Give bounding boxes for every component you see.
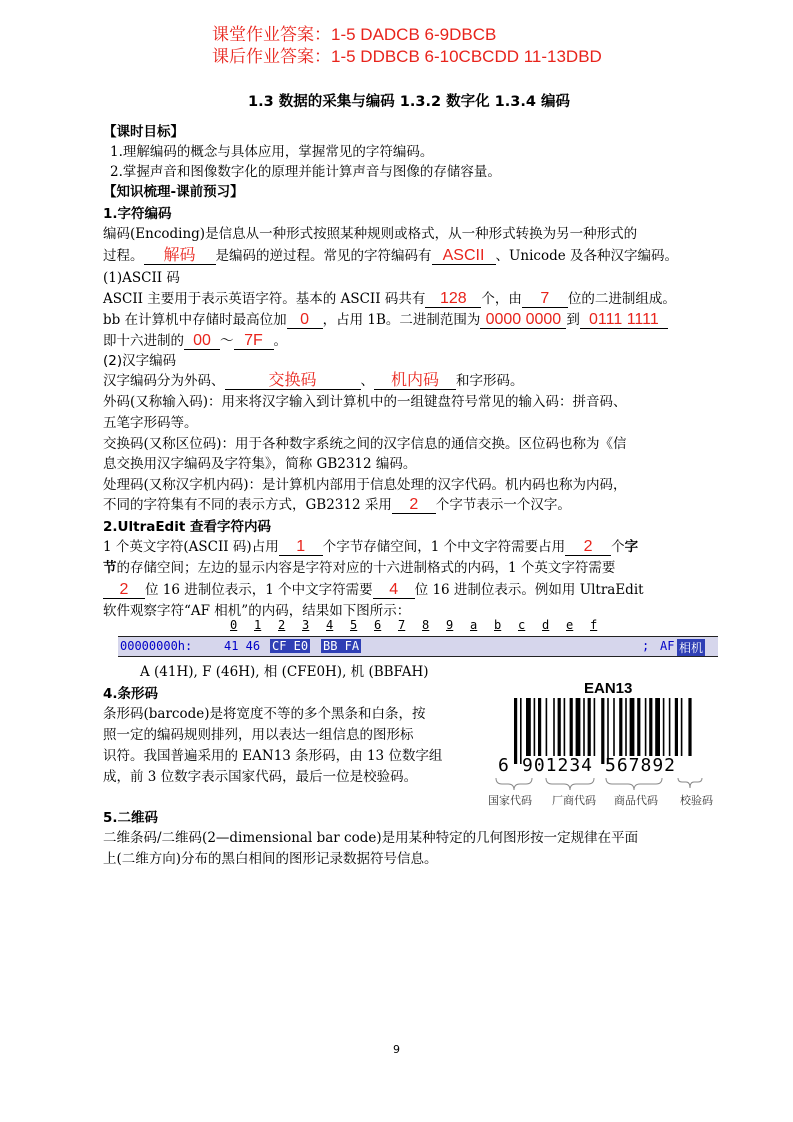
barcode-bar [688,698,691,756]
barcode-bar [538,698,541,756]
goal-item: 2.掌握声音和图像数字化的原理并能计算声音与图像的存储容量。 [110,164,501,180]
text-fragment: 字 [624,539,639,555]
answer-blank: 00 [184,333,220,350]
answer-blank: 1 [279,539,323,556]
answer-blank: ASCII [432,248,496,265]
section-heading: 1.字符编码 [103,206,172,222]
barcode-bar [663,698,665,756]
text-line: 条形码(barcode)是将宽度不等的多个黑条和白条，按 [103,706,426,722]
text-fragment: 、Unicode 及各种汉字编码。 [495,248,679,264]
hex-column-label: e [566,618,574,632]
text-fragment: 个字节表示一个汉字。 [435,497,571,513]
hex-column-label: b [494,618,502,632]
hex-column-label: 0 [230,618,238,632]
hex-column-label: 9 [446,618,454,632]
answer-blank: 2 [565,539,611,556]
hex-bytes-highlighted: BB FA [323,639,360,653]
hex-text: AF [660,639,675,653]
text-fragment: 节 [103,560,117,576]
text-fragment: ～ [220,333,234,349]
text-fragment: 个字节存储空间，1 个中文字符需要占用 [322,539,566,555]
text-line [103,493,571,514]
text-fragment: 汉字编码分为外码、 [103,373,225,389]
text-fragment: ASCII 主要用于表示英语字符。基本的 ASCII 码共有 [103,291,426,307]
text-fragment: 1 个英文字符(ASCII 码)占用 [103,539,279,555]
text-fragment: 位 16 进制位表示。例如用 UltraEdit [414,582,644,598]
barcode-bar [619,698,622,756]
barcode-label-check: 校验码 [680,794,713,807]
barcode-bar [637,698,640,756]
barcode-label-country: 国家代码 [488,794,532,807]
hex-bytes: 41 46 [224,639,261,653]
barcode-bar [655,698,660,756]
hex-column-label: 3 [302,618,310,632]
text-line [103,308,668,329]
text-fragment: 到 [566,312,580,328]
text-line: 息交换用汉字编码及字符集》，简称 GB2312 编码。 [103,456,417,472]
text-line: 软件观察字符“AF 相机”的内码，结果如下图所示： [103,603,411,619]
barcode-bar [553,698,555,756]
text-line: 识符。我国普遍采用的 EAN13 条形码，由 13 位数字组 [103,748,443,764]
answer-blank: 7F [234,333,274,350]
in-class-answers: 课堂作业答案：1-5 DADCB 6-9DBCB [212,25,497,44]
barcode-label-manufacturer: 厂商代码 [552,794,596,807]
text-line: 成，前 3 位数字表示国家代码，最后一位是校验码。 [103,769,418,785]
barcode-bar [613,698,615,756]
hex-bytes-highlighted: CF E0 [272,639,309,653]
text-line: 上(二维方向)分布的黑白相间的图形记录数据符号信息。 [103,851,438,867]
barcode-right-digits: 567892 [605,755,677,776]
barcode-bar [570,698,573,756]
barcode-bar [564,698,566,756]
barcode-label-product: 商品代码 [614,794,658,807]
text-fragment: 个，由 [481,291,522,307]
page-number: 9 [393,1043,400,1056]
text-line: 编码(Encoding)是信息从一种形式按照某种规则或格式，从一种形式转换为另一种形式的 [103,226,638,242]
text-fragment: 个 [611,539,625,555]
text-fragment: ，占用 1B。二进制范围为 [322,312,481,328]
text-line [103,578,644,599]
answer-blank: 机内码 [374,373,456,390]
goals-heading: 【课时目标】 [103,124,184,140]
text-fragment: 、 [360,373,374,389]
hex-column-label: 6 [374,618,382,632]
text-line [103,287,676,308]
subsection-heading: (2)汉字编码 [103,353,177,369]
barcode-first-digit: 6 [498,755,509,776]
barcode-bar [588,698,591,756]
barcode-bar [558,698,561,756]
barcode-bar [576,698,581,756]
answer-blank: 解码 [144,248,216,265]
hex-column-label: 2 [278,618,286,632]
text-line [103,369,524,390]
text-line [103,535,638,556]
section-heading: 5.二维码 [103,810,159,826]
subsection-heading: (1)ASCII 码 [103,270,180,286]
answer-blank: 0111 1111 [580,312,668,329]
hex-address: 00000000h: [120,639,193,653]
barcode-bar [625,698,627,756]
text-line: 交换码(又称区位码)：用于各种数字系统之间的汉字信息的通信交换。区位码也称为《信 [103,436,627,452]
text-fragment: 的存储空间；左边的显示内容是字符对应的十六进制格式的内码，1 个英文字符需要 [116,560,616,576]
hex-column-label: 1 [254,618,262,632]
text-fragment: bb 在计算机中存储时最高位加 [103,312,287,328]
text-line [103,244,678,265]
barcode-bar [583,698,585,756]
hex-column-label: a [470,618,478,632]
hex-caption: A (41H), F (46H), 相 (CFE0H), 机 (BBFAH) [140,664,429,680]
text-fragment: 位 16 进制位表示，1 个中文字符需要 [145,582,373,598]
barcode-bar [669,698,671,756]
hex-data-row [118,636,718,657]
hex-column-label: f [590,618,598,632]
hex-column-header [118,618,718,634]
text-line [103,329,287,350]
answer-blank: 2 [103,582,145,599]
hex-column-label: 8 [422,618,430,632]
barcode-bar [645,698,647,756]
text-line: 二维条码/二维码(2—dimensional bar code)是用某种特定的几何图形按一定规律在平面 [103,830,639,846]
barcode-graphic [488,680,728,810]
hex-column-label: 5 [350,618,358,632]
text-line [103,556,615,576]
answer-blank: 0000 0000 [480,312,566,329]
hex-column-label: d [542,618,550,632]
text-line: 照一定的编码规则排列，用以表达一组信息的图形标 [103,727,414,743]
barcode-left-digits: 901234 [522,755,594,776]
hex-column-label: c [518,618,526,632]
text-line: 外码(又称输入码)：用来将汉字输入到计算机中的一组键盘符号常见的输入码：拼音码、 [103,394,627,410]
text-fragment: 。 [273,333,287,349]
text-fragment: 不同的字符集有不同的表示方式，GB2312 采用 [103,497,392,513]
hex-text-highlighted: 相机 [679,641,704,655]
text-fragment: 即十六进制的 [103,333,184,349]
barcode-bar [630,698,635,756]
text-fragment: 位的二进制组成。 [567,291,676,307]
barcode-bar [546,698,548,756]
answer-blank: 交换码 [225,373,361,390]
hex-separator: ; [642,639,650,653]
barcode-bar [526,698,531,756]
after-class-answers: 课后作业答案：1-5 DDBCB 6-10CBCDD 11-13DBD [212,47,602,66]
section-heading: 2.UltraEdit 查看字符内码 [103,519,271,535]
hex-column-label: 7 [398,618,406,632]
text-line: 处理码(又称汉字机内码)：是计算机内部用于信息处理的汉字代码。机内码也称为内码， [103,477,627,493]
answer-blank: 4 [373,582,415,599]
hex-column-label: 4 [326,618,334,632]
barcode-bar [514,698,517,764]
text-fragment: 过程。 [103,248,144,264]
barcode-bar [601,698,604,764]
answer-blank: 0 [287,312,323,329]
page-title: 1.3 数据的采集与编码 1.3.2 数字化 1.3.4 编码 [248,94,570,110]
text-line: 五笔字形码等。 [103,415,198,431]
answer-blank: 7 [522,291,568,308]
preview-heading: 【知识梳理-课前预习】 [103,184,244,200]
barcode-bar [649,698,652,756]
text-fragment: 和字形码。 [456,373,524,389]
ean13-barcode-figure [488,680,728,810]
section-heading: 4.条形码 [103,686,159,702]
goal-item: 1.理解编码的概念与具体应用，掌握常见的字符编码。 [110,144,434,160]
barcode-bar [675,698,678,756]
answer-blank: 128 [425,291,481,308]
barcode-bar [594,698,596,756]
barcode-bar [681,698,683,756]
barcode-bar [534,698,536,756]
barcode-title: EAN13 [584,680,633,697]
text-fragment: 是编码的逆过程。常见的字符编码有 [215,248,432,264]
answer-blank: 2 [392,497,436,514]
